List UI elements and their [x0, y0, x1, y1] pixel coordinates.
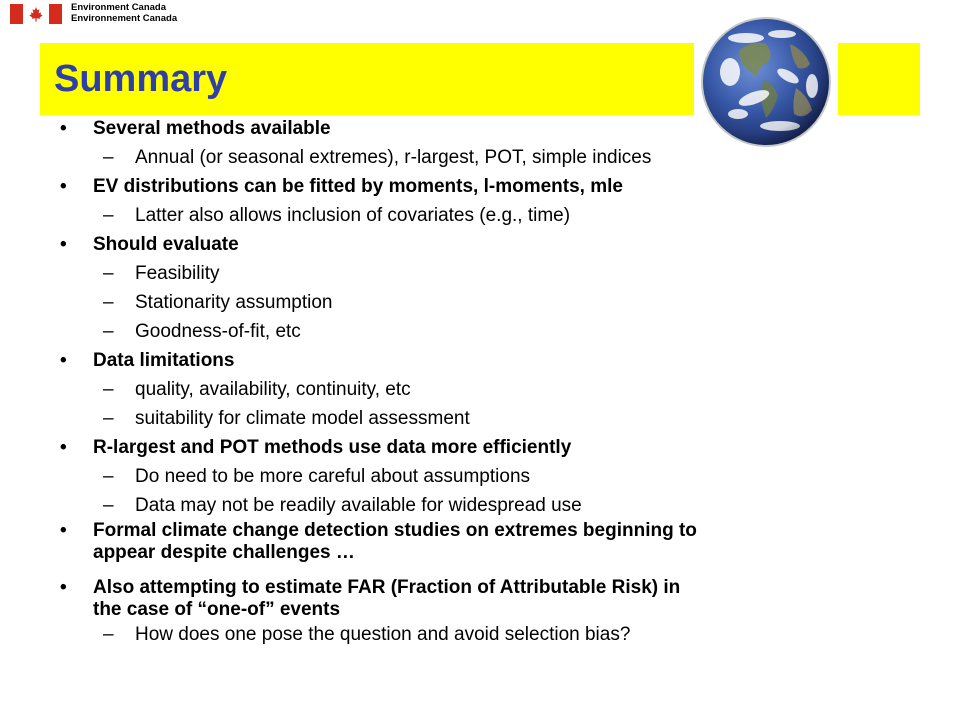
- bullet-text: Should evaluate: [93, 234, 239, 255]
- dash-marker: –: [103, 466, 114, 487]
- bullet-text: Several methods available: [93, 118, 331, 139]
- dash-marker: –: [103, 321, 114, 342]
- bullet-text: Annual (or seasonal extremes), r-largest, POT, simple indices: [135, 147, 652, 168]
- bullet-marker: •: [60, 118, 67, 139]
- bullet-marker: •: [60, 350, 67, 371]
- bullet-text: Data limitations: [93, 350, 235, 371]
- bullet-text: quality, availability, continuity, etc: [135, 379, 411, 400]
- dash-marker: –: [103, 292, 114, 313]
- bullet-text: Data may not be readily available for widespread use: [135, 495, 582, 516]
- bullet-text: the case of “one-of” events: [93, 599, 341, 620]
- bullet-marker: •: [60, 437, 67, 458]
- bullet-text: Also attempting to estimate FAR (Fraction of Attributable Risk) in: [93, 577, 681, 598]
- bullet-text: How does one pose the question and avoid selection bias?: [135, 624, 631, 645]
- bullet-text: suitability for climate model assessment: [135, 408, 470, 429]
- dash-marker: –: [103, 147, 114, 168]
- bullet-marker: •: [60, 520, 67, 541]
- bullet-marker: •: [60, 234, 67, 255]
- earth-globe-icon: [694, 10, 838, 150]
- slide-title: Summary: [54, 58, 228, 100]
- department-name: [71, 2, 177, 24]
- bullet-text: appear despite challenges …: [93, 542, 355, 563]
- bullet-text: Goodness-of-fit, etc: [135, 321, 301, 342]
- bullet-marker: •: [60, 176, 67, 197]
- dash-marker: –: [103, 205, 114, 226]
- dash-marker: –: [103, 263, 114, 284]
- bullet-text: Feasibility: [135, 263, 220, 284]
- canada-flag-icon: [10, 4, 62, 24]
- bullet-text: Do need to be more careful about assumptions: [135, 466, 531, 487]
- dash-marker: –: [103, 624, 114, 645]
- bullet-text: Stationarity assumption: [135, 292, 333, 313]
- bullet-marker: •: [60, 577, 67, 598]
- bullet-text: R-largest and POT methods use data more efficiently: [93, 437, 572, 458]
- department-name-french: Environnement Canada: [71, 13, 178, 24]
- dash-marker: –: [103, 495, 114, 516]
- bullet-text: Formal climate change detection studies on extremes beginning to: [93, 520, 697, 541]
- bullet-text: EV distributions can be fitted by moments, l-moments, mle: [93, 176, 623, 197]
- dash-marker: –: [103, 408, 114, 429]
- bullet-text: Latter also allows inclusion of covariates (e.g., time): [135, 205, 571, 226]
- dash-marker: –: [103, 379, 114, 400]
- department-name-english: Environment Canada: [71, 2, 167, 13]
